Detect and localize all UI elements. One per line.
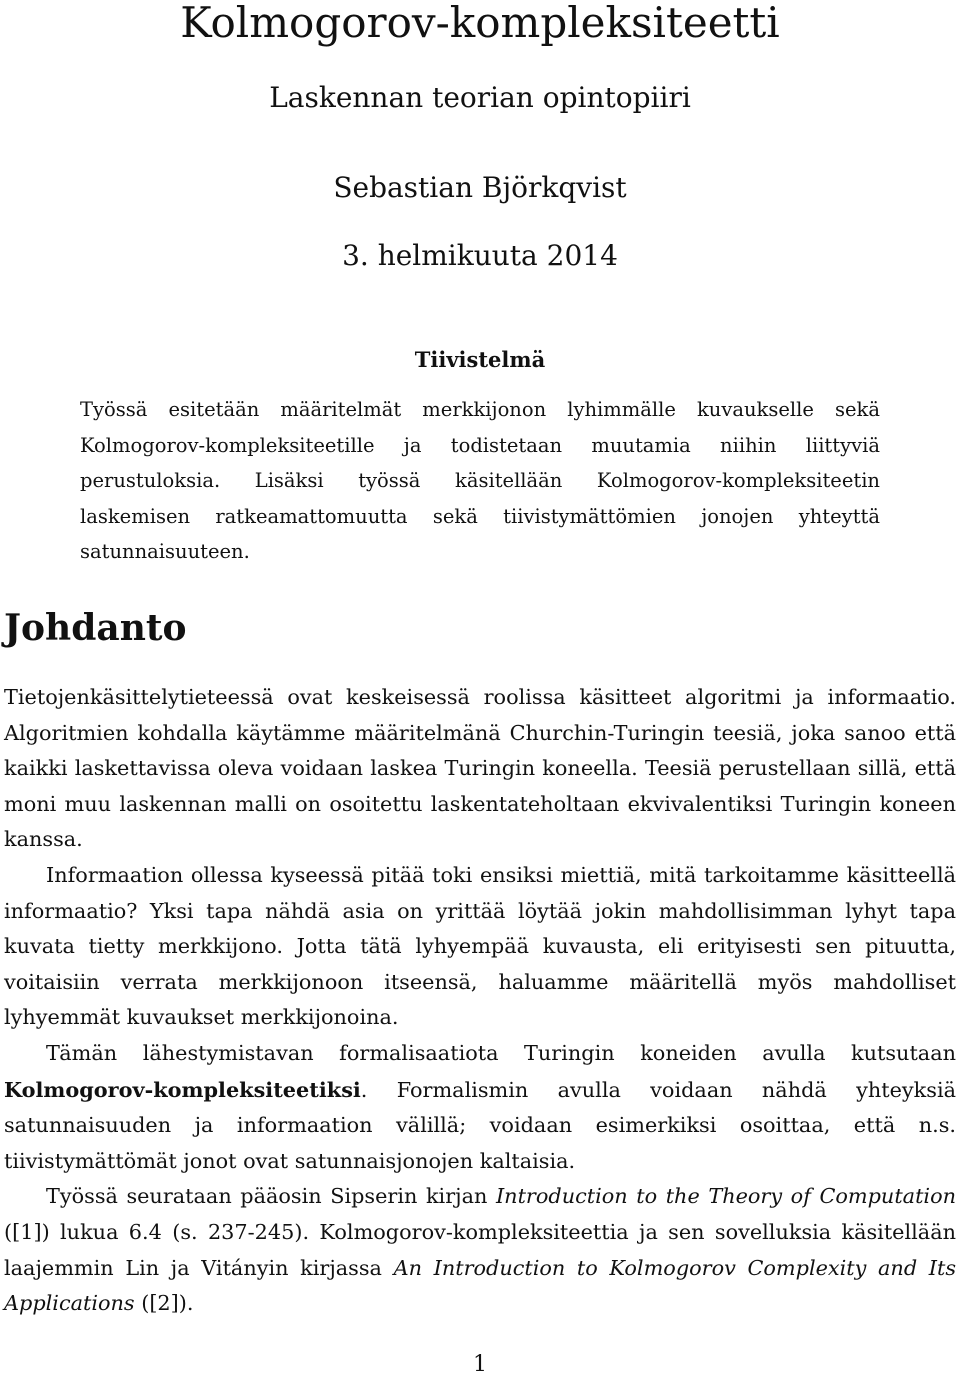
abstract-heading: Tiivistelmä	[414, 347, 546, 372]
paragraph-3	[4, 1036, 956, 1179]
section-heading: Johdanto	[4, 607, 187, 649]
document-subtitle: Laskennan teorian opintopiiri	[269, 81, 691, 114]
abstract-text: Työssä esitetään määritelmät merkkijonon lyhimmälle kuvaukselle sekä Kolmogorov-kompleksiteetille ja todistetaan muutamia niihin liittyviä perustuloksia. Lisäksi työssä käsitellään Kolmogorov-kompleksiteetin laskemisen ratkeamattomuutta sekä tiivistymättömien jonojen yhteyttä satunnaisuuteen.	[80, 398, 880, 563]
document-date: 3. helmikuuta 2014	[342, 239, 618, 272]
book-title-li-vitanyi: An Introduction to Kolmogorov Complexity and Its Applications	[4, 1255, 957, 1316]
page-number: 1	[473, 1352, 487, 1377]
paragraph-2: Informaation ollessa kyseessä pitää toki ensiksi miettiä, mitä tarkoitamme käsitteellä informaatio? Yksi tapa nähdä asia on yrittää löytää jokin mahdollisimman lyhyt tapa kuvata tietty merkkijono. Jotta tätä lyhyempää kuvausta, eli erityisesti sen pituutta, voitaisiin verrata merkkijonoon itseensä, haluamme määritellä myös mahdolliset lyhyemmät kuvaukset merkkijonoina.	[4, 862, 956, 1030]
paragraph-4-text-a: Työssä seurataan pääosin Sipserin kirjan	[46, 1184, 496, 1209]
paragraph-4	[4, 1179, 956, 1321]
book-title-sipser: Introduction to the Theory of Computation	[495, 1184, 956, 1209]
paragraph-1: Tietojenkäsittelytieteessä ovat keskeisessä roolissa käsitteet algoritmi ja informaatio. Algoritmien kohdalla käytämme määritelmänä Churchin-Turingin teesiä, joka sanoo että kaikki laskettavissa oleva voidaan laskea Turingin koneella. Teesiä perustellaan sillä, että moni muu laskennan malli on osoitettu laskentateholtaan ekvivalentiksi Turingin koneen kanssa.	[4, 685, 956, 852]
document-author: Sebastian Björkqvist	[333, 171, 627, 204]
section-body	[4, 680, 956, 1322]
paragraph-4-text-b: ([1]) lukua 6.4 (s. 237-245). Kolmogorov-kompleksiteettia ja sen sovelluksia käsitellään laajemmin Lin ja Vitányin kirjassa	[4, 1219, 956, 1280]
term-kolmogorov-complexity: Kolmogorov-kompleksiteetiksi	[4, 1076, 361, 1102]
paragraph-3-text-a: Tämän lähestymistavan formalisaatiota Turingin koneiden avulla kutsutaan	[46, 1040, 956, 1065]
paragraph-3-text-b: . Formalismin avulla voidaan nähdä yhteyksiä satunnaisuuden ja informaation välillä; voidaan esimerkiksi osoittaa, että n.s. tiivistymättömät jonot ovat satunnaisjonojen kaltaisia.	[4, 1077, 956, 1173]
paragraph-4-text-c: ([2]).	[134, 1291, 194, 1316]
document-title: Kolmogorov-kompleksiteetti	[180, 0, 780, 47]
